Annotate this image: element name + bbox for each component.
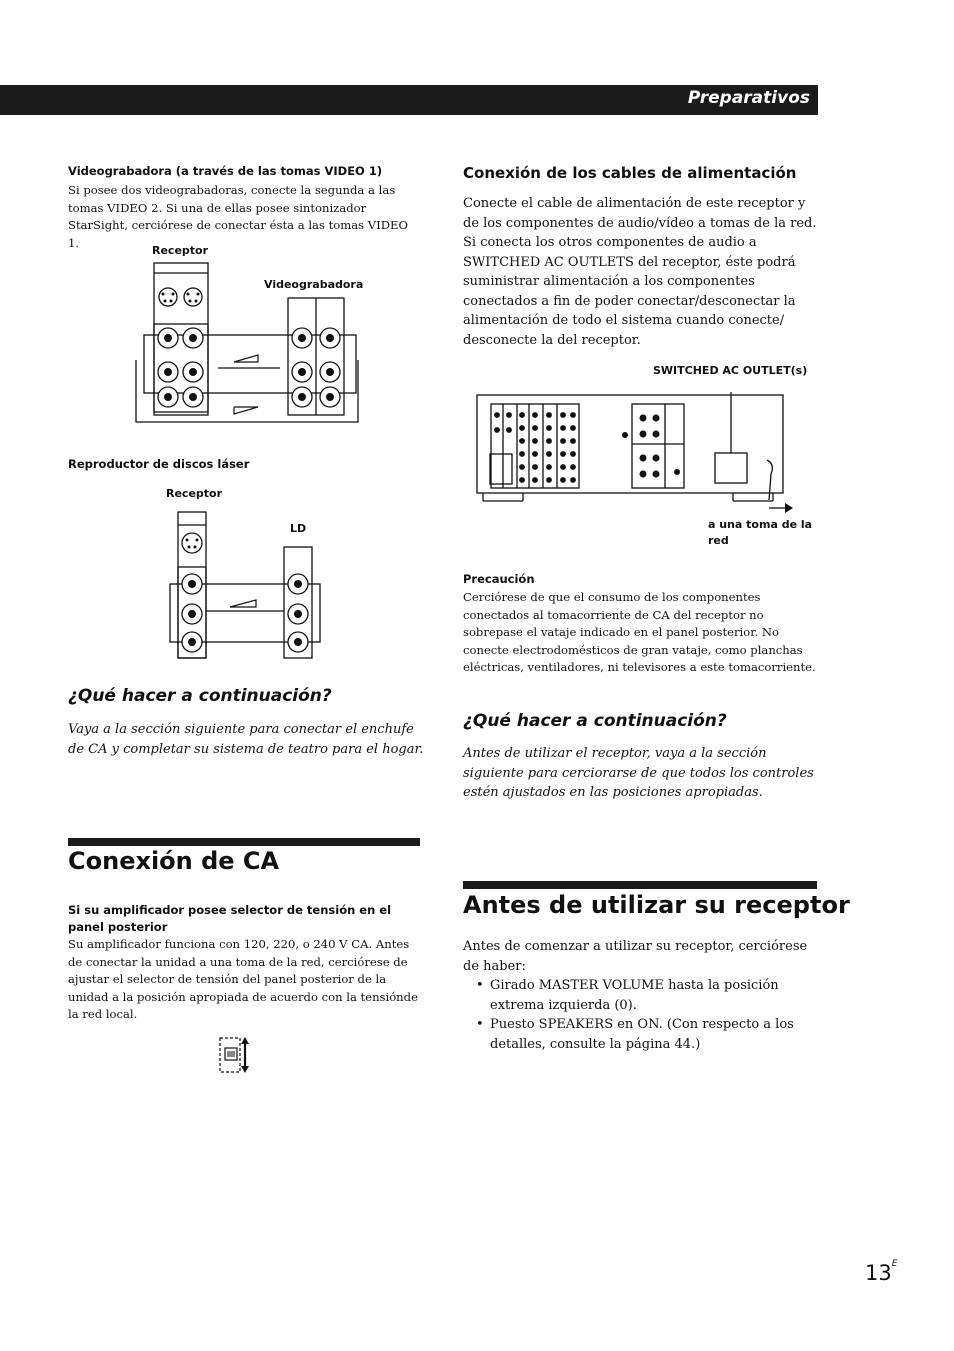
- checklist-item: • Girado MASTER VOLUME hasta la posición extrema izquierda (0).: [463, 976, 803, 1015]
- right-next-text: Antes de utilizar el receptor, vaya a la sección siguiente para cerciorarse de que todos los controles estén ajustados en las posiciones apropiadas.: [463, 746, 814, 800]
- power-text: Conecte el cable de alimentación de este receptor y de los componentes de audio/vídeo a tomas de la red. Si conecta los otros componentes de audio a SWITCHED AC OUTLETS del receptor, éste podrá suministrar alimentación a los componentes conectados a fin de poder conectar/desconectar la alimentación de todo el sistema cuando conecte/ desconecte la del receptor.: [463, 196, 817, 348]
- section-title: Preparativos: [687, 88, 810, 108]
- voltage-selector-icon: [217, 1035, 251, 1075]
- ac-text: Su amplificador funciona con 120, 220, o 240 V CA. Antes de conectar la unidad a una toma de la red, cerciórese de ajustar el selector de tensión del panel posterior de la unidad a la posición apropiada de acuerdo con la tensiónde la red local.: [68, 937, 418, 1021]
- power-heading: Conexión de los cables de alimentación: [463, 164, 797, 182]
- before-intro: Antes de comenzar a utilizar su receptor, cerciórese de haber:: [463, 939, 808, 974]
- page-number: [865, 1261, 897, 1285]
- ld-heading: Reproductor de discos láser: [68, 457, 250, 471]
- rear-panel-diagram: [475, 360, 825, 550]
- ac-section-title: Conexión de CA: [68, 847, 280, 875]
- vcr-heading: Videograbadora (a través de las tomas VIDEO 1): [68, 164, 383, 178]
- diagram1-vcr-label: Videograbadora: [264, 278, 364, 291]
- left-next-text: Vaya a la sección siguiente para conectar el enchufe de CA y completar su sistema de teatro para el hogar.: [68, 722, 424, 757]
- diagram2-ld-label: LD: [290, 522, 307, 535]
- diagram1-receiver-label: Receptor: [152, 244, 209, 257]
- wall-outlet-label: a una toma de la red: [708, 518, 813, 547]
- rear-panel-graphic: [475, 382, 825, 517]
- ld-diagram-graphic: [160, 509, 330, 665]
- ac-subheading: Si su amplificador posee selector de tensión en el panel posterior: [68, 903, 392, 934]
- left-next-heading: ¿Qué hacer a continuación?: [68, 686, 332, 706]
- page-number-value: 13: [865, 1261, 892, 1285]
- switched-outlet-label: SWITCHED AC OUTLET(s): [653, 364, 808, 377]
- vcr-text: Si posee dos videograbadoras, conecte la segunda a las tomas VIDEO 2. Si una de ellas posee sintonizador StarSight, cerciórese de conectar ésta a las tomas VIDEO 1.: [68, 183, 408, 250]
- ld-connection-diagram: [160, 485, 330, 665]
- caution-heading: Precaución: [463, 572, 535, 586]
- right-next-heading: ¿Qué hacer a continuación?: [463, 711, 727, 731]
- diagram2-receiver-label: Receptor: [166, 487, 223, 500]
- vcr-diagram-graphic: [130, 260, 370, 430]
- vcr-connection-diagram: [130, 240, 370, 430]
- before-section-title: Antes de utilizar su receptor: [463, 891, 850, 919]
- caution-text: Cerciórese de que el consumo de los componentes conectados al tomacorriente de CA del receptor no sobrepase el vataje indicado en el panel posterior. No conecte electrodomésticos de gran vataje, como planchas eléctricas, ventiladores, ni televisores a este tomacorriente.: [463, 590, 816, 674]
- section-header-bar: [0, 85, 818, 115]
- checklist-item: • Puesto SPEAKERS en ON. (Con respecto a los detalles, consulte la página 44.): [463, 1015, 803, 1054]
- before-checklist: [463, 976, 803, 1054]
- before-section-rule: [463, 881, 817, 889]
- ac-section-rule: [68, 838, 420, 846]
- page-number-suffix: E: [891, 1259, 898, 1269]
